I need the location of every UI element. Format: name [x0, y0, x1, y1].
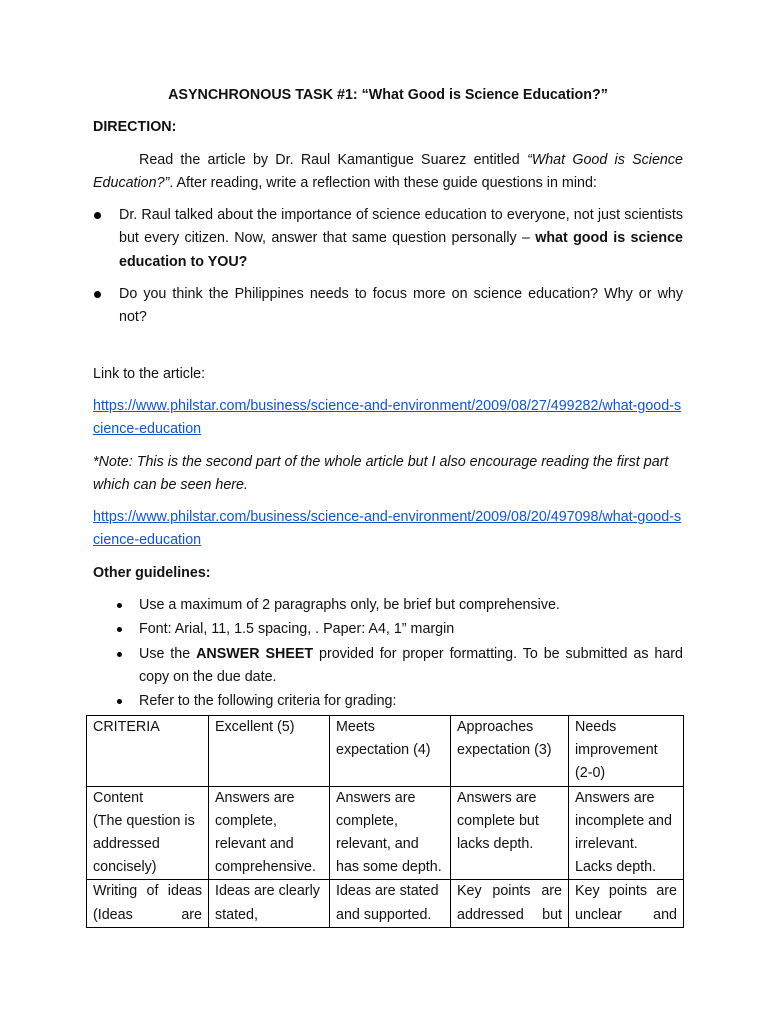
table-row [87, 786, 684, 880]
table-row [87, 880, 684, 927]
guidelines-list [93, 594, 683, 713]
table-cell: Answers are incomplete and irrelevant. Lacks depth. [569, 786, 684, 880]
table-cell: Key points are unclear and [569, 880, 684, 927]
guideline-item: Refer to the following criteria for grading: [93, 690, 683, 713]
bullet-icon [117, 699, 122, 704]
bullet-icon [94, 291, 101, 298]
page-title: ASYNCHRONOUS TASK #1: “What Good is Science Education?” [168, 87, 608, 103]
article-title: “What Good is Science Education?” [93, 151, 683, 191]
link-label: Link to the article: [93, 365, 206, 382]
grading-criteria-table [86, 715, 684, 928]
guide-question [93, 283, 683, 330]
table-cell: Key points are addressed but [451, 880, 569, 927]
table-cell: Answers are complete, relevant, and has some depth. [330, 786, 451, 880]
bullet-icon [117, 627, 122, 632]
table-cell: Answers are complete but lacks depth. [451, 786, 569, 880]
table-cell: Ideas are stated and supported. [330, 880, 451, 927]
guideline-item: Use a maximum of 2 paragraphs only, be brief but comprehensive. [93, 594, 683, 617]
guide-question-text: Dr. Raul talked about the importance of science education to everyone, not just scientists but every citizen. Now, answer that same question personally – [119, 207, 683, 247]
bullet-icon [117, 603, 122, 608]
guide-question-bold: what good is science education to YOU? [119, 230, 683, 270]
intro-paragraph [93, 149, 683, 196]
table-header-row [87, 716, 684, 787]
direction-heading: DIRECTION: [93, 119, 177, 136]
table-cell: Writing of ideas (Ideas are [87, 880, 209, 927]
intro-text-post: . After reading, write a reflection with these guide questions in mind: [169, 174, 597, 191]
table-header-cell: Approaches expectation (3) [451, 716, 569, 787]
guideline-item: Font: Arial, 11, 1.5 spacing, . Paper: A4, 1” margin [93, 618, 683, 641]
guide-question-text: Do you think the Philippines needs to focus more on science education? Why or why not? [119, 286, 683, 326]
bullet-icon [117, 652, 122, 657]
bullet-icon [94, 212, 101, 219]
intro-text-pre: Read the article by Dr. Raul Kamantigue Suarez entitled [139, 151, 527, 168]
table-header-cell: Meets expectation (4) [330, 716, 451, 787]
table-cell: Content (The question is addressed concisely) [87, 786, 209, 880]
note-text: *Note: This is the second part of the whole article but I also encourage reading the first part which can be seen here. [93, 453, 669, 493]
table-header-cell: Needs improvement (2-0) [569, 716, 684, 787]
table-cell: Answers are complete, relevant and comprehensive. [209, 786, 330, 880]
table-header-cell: CRITERIA [87, 716, 209, 787]
article-link-part-1[interactable]: https://www.philstar.com/business/science-and-environment/2009/08/20/497098/what-good-science-education [93, 509, 682, 549]
guide-question [93, 204, 683, 274]
guideline-item: Use the ANSWER SHEET provided for proper formatting. To be submitted as hard copy on the due date. [93, 643, 683, 690]
table-cell: Ideas are clearly stated, [209, 880, 330, 927]
article-link-part-2[interactable]: https://www.philstar.com/business/science-and-environment/2009/08/27/499282/what-good-science-education [93, 397, 682, 438]
document-page [93, 84, 683, 723]
guidelines-heading: Other guidelines: [93, 564, 211, 581]
guide-questions-list [93, 204, 683, 329]
table-header-cell: Excellent (5) [209, 716, 330, 787]
